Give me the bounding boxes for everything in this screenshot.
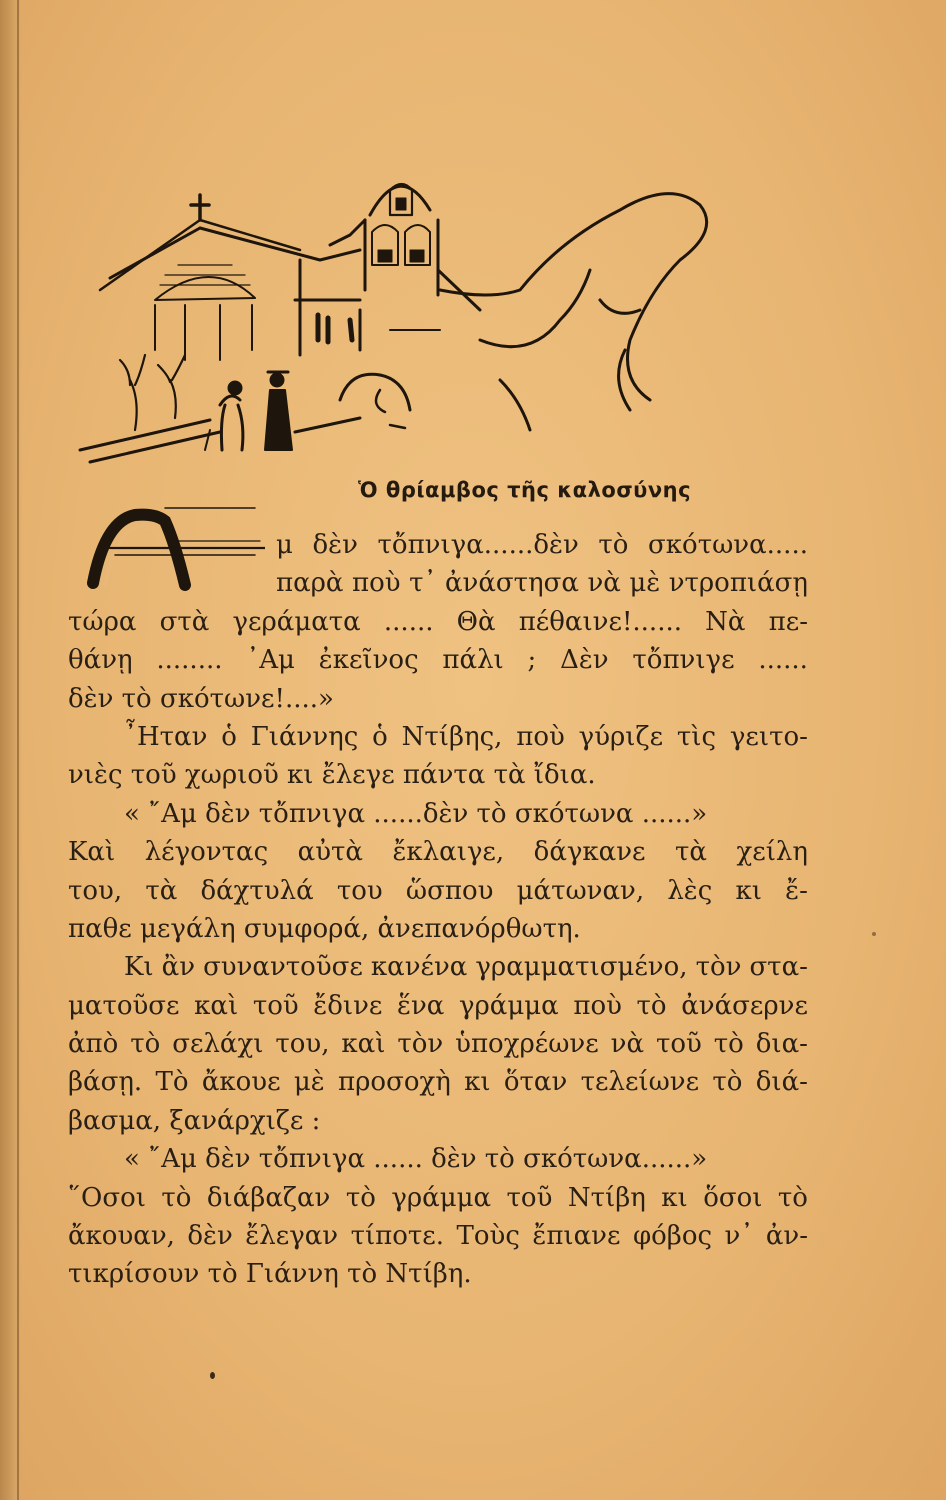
body-text — [68, 526, 808, 1294]
text-line: θάνῃ ........ ᾿Αμ ἐκεῖνος πάλι ; Δὲν τὄπνιγε ...... — [68, 645, 808, 676]
text-line: μ δὲν τὄπνιγα......δὲν τὸ σκότωνα..... — [276, 530, 808, 560]
text-line: τώρα στὰ γεράματα ...... Θὰ πέθαινε!...... Νὰ πε- — [68, 606, 808, 637]
text-line: παρὰ ποὺ τ᾽ ἀνάστησα νὰ μὲ ντροπιάσῃ — [276, 568, 808, 599]
text-line: ματοῦσε καὶ τοῦ ἔδινε ἕνα γράμμα ποὺ τὸ ἀνάσερνε — [68, 990, 808, 1021]
illustration-caption: Ὁ θρίαμβος τῆς καλοσύνης — [358, 478, 692, 502]
text-line: ἀπὸ τὸ σελάχι του, καὶ τὸν ὑποχρέωνε νὰ τοῦ τὸ δια- — [68, 1029, 808, 1060]
text-line: νιὲς τοῦ χωριοῦ κι ἔλεγε πάντα τὰ ἴδια. — [68, 760, 596, 791]
text-line: Κι ἂν συναντοῦσε κανένα γραμματισμένο, τὸν στα- — [124, 952, 808, 983]
text-line: ῏Ηταν ὁ Γιάννης ὁ Ντίβης, ποὺ γύριζε τὶς γειτο- — [124, 721, 808, 752]
text-line: « ῎Αμ δὲν τὄπνιγα ...... δὲν τὸ σκότωνα......» — [124, 1144, 708, 1175]
text-line: ῞Οσοι τὸ διάβαζαν τὸ γράμμα τοῦ Ντίβη κι ὅσοι τὸ — [68, 1182, 808, 1213]
text-line: παθε μεγάλη συμφορά, ἀνεπανόρθωτη. — [68, 913, 581, 944]
paper-speck — [210, 1372, 215, 1379]
text-line: « ῎Αμ δὲν τὄπνιγα ......δὲν τὸ σκότωνα ......» — [124, 798, 708, 829]
text-line: βασμα, ξανάρχιζε : — [68, 1105, 321, 1136]
text-line: του, τὰ δάχτυλά του ὥσπου μάτωναν, λὲς κι ἔ- — [68, 875, 808, 906]
text-line: ἄκουαν, δὲν ἔλεγαν τίποτε. Τοὺς ἔπιανε φόβος ν᾽ ἀν- — [68, 1221, 808, 1252]
text-line: δὲν τὸ σκότωνε!....» — [68, 683, 334, 714]
text-line: τικρίσουν τὸ Γιάννη τὸ Ντίβη. — [68, 1259, 472, 1290]
paper-speck — [872, 932, 876, 936]
church-illustration — [60, 150, 760, 480]
text-line: Καὶ λέγοντας αὐτὰ ἔκλαιγε, δάγκανε τὰ χείλη — [68, 837, 808, 868]
page-binding-line — [17, 0, 19, 1500]
text-line: βάσῃ. Τὸ ἄκουε μὲ προσοχὴ κι ὅταν τελείωνε τὸ διά- — [68, 1067, 808, 1098]
